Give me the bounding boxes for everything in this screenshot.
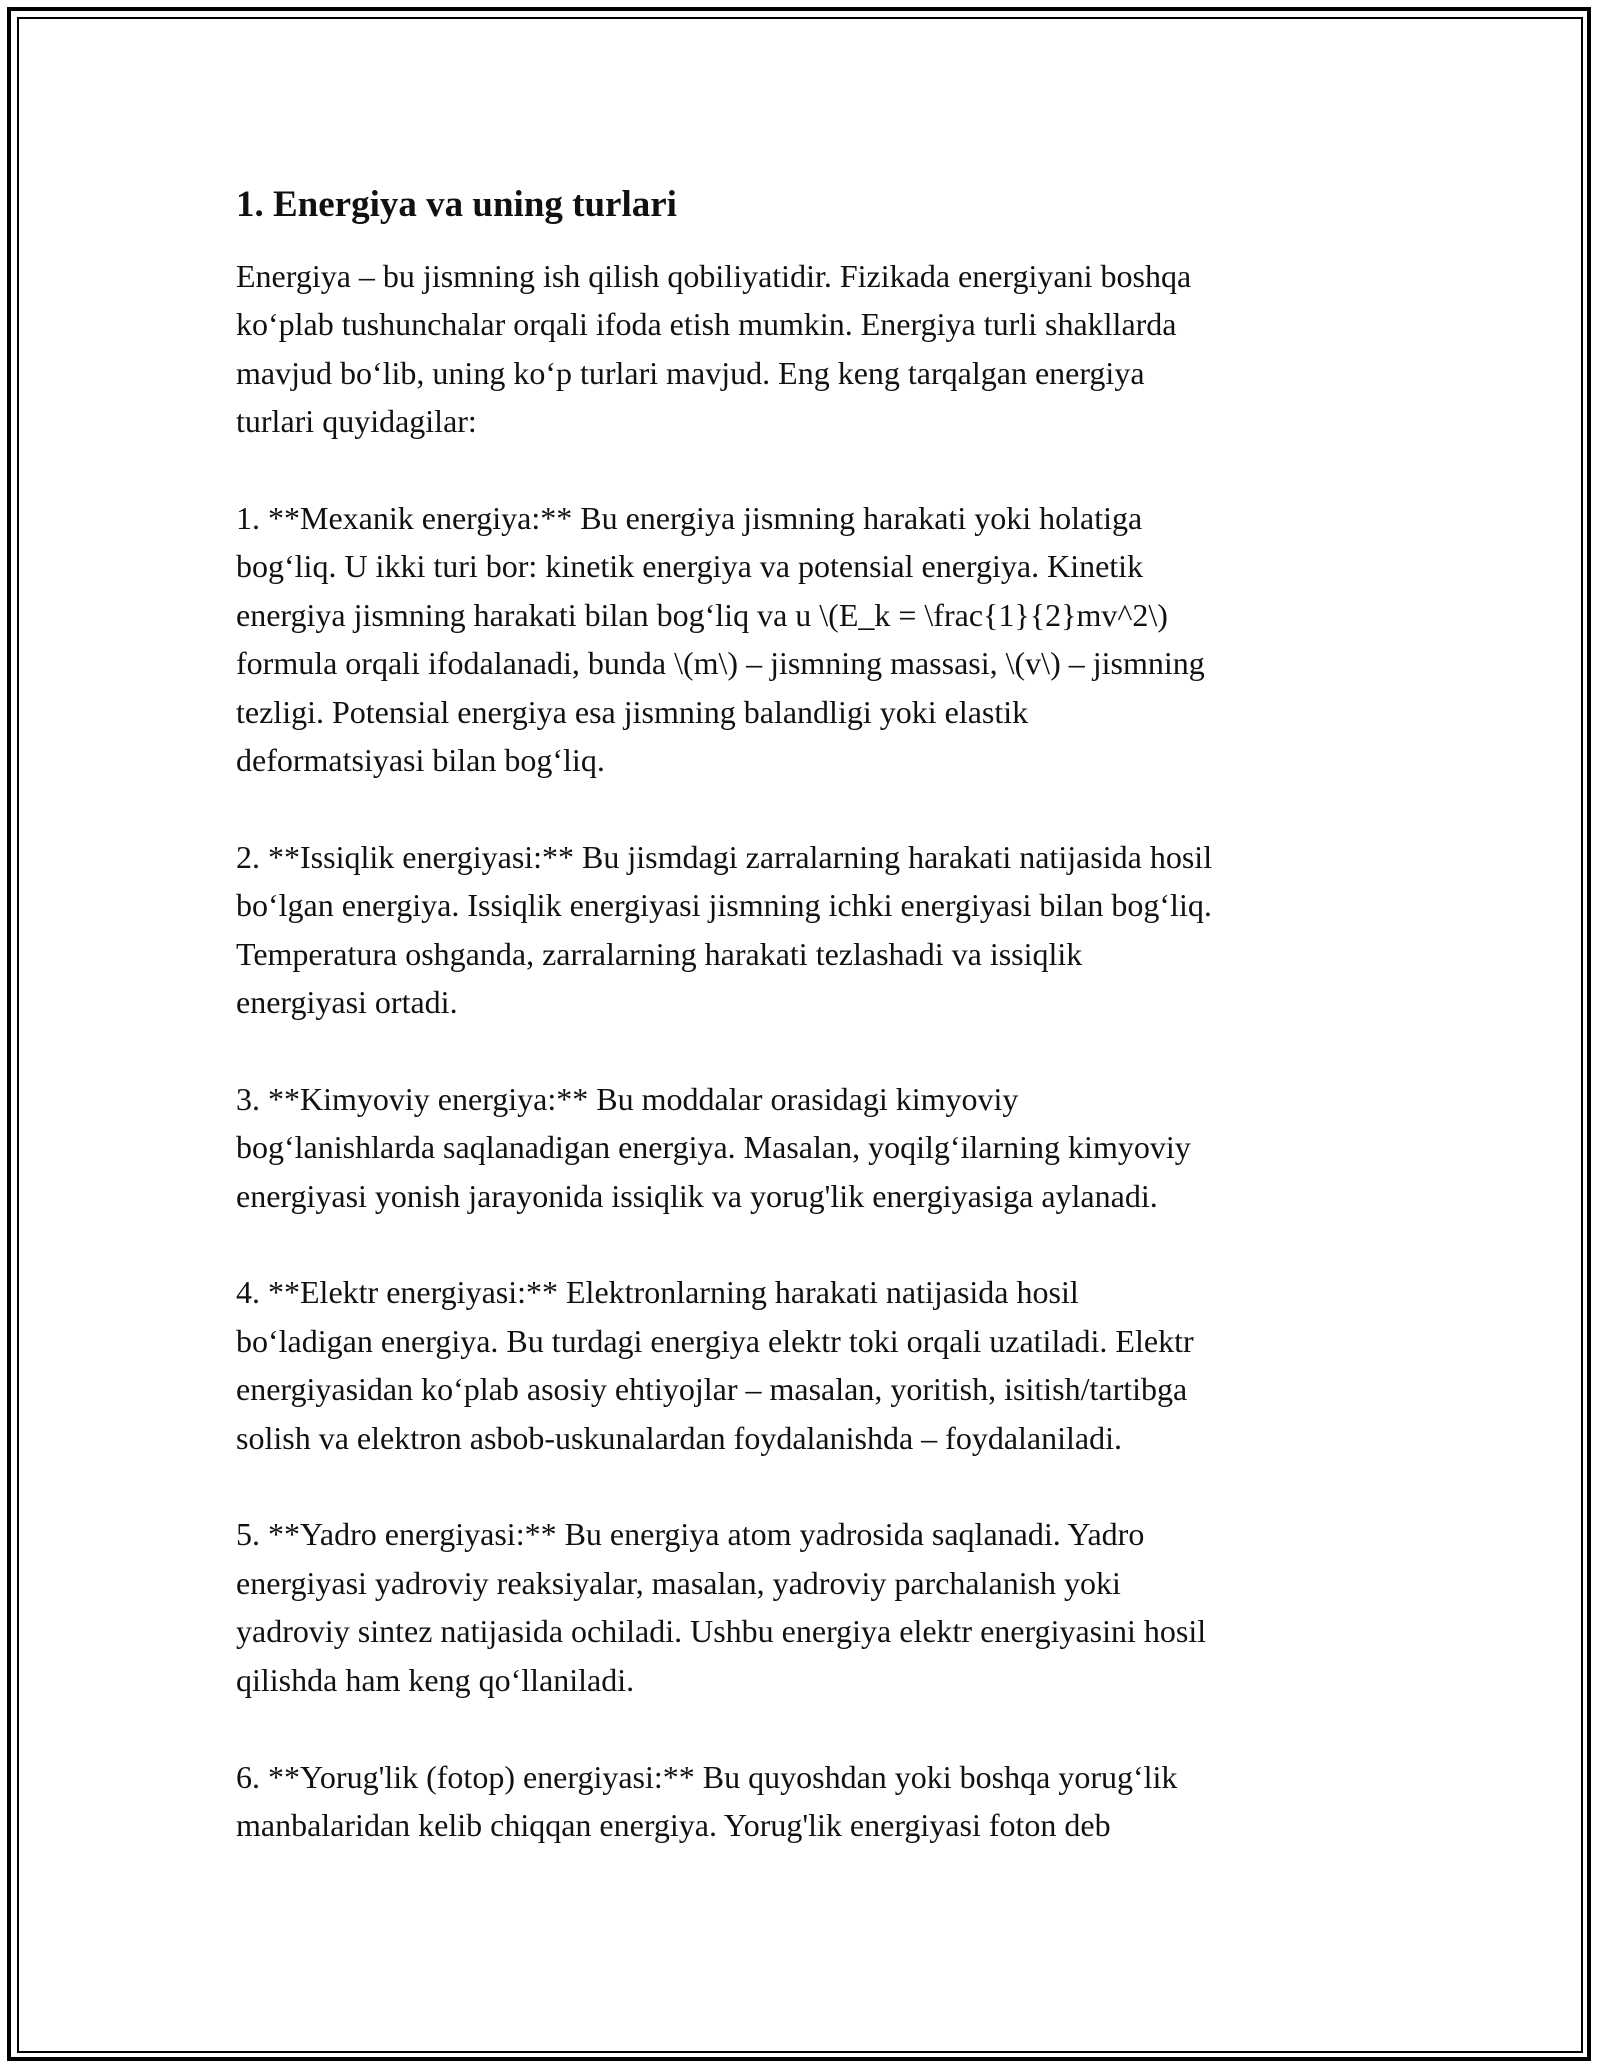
list-item-thermal-energy — [236, 833, 1366, 1027]
document-body — [236, 180, 1366, 1898]
text-line: manbalaridan kelib chiqqan energiya. Yorug'lik energiyasi foton deb — [236, 1806, 1111, 1843]
section-heading: 1. Energiya va uning turlari — [236, 184, 677, 225]
text-line: 3. **Kimyoviy energiya:** Bu moddalar orasidagi kimyoviy — [236, 1080, 1019, 1117]
list-item-mechanical-energy — [236, 494, 1366, 784]
text-line: 1. **Mexanik energiya:** Bu energiya jismning harakati yoki holatiga — [236, 500, 1143, 537]
text-line: bog‘lanishlarda saqlanadigan energiya. Masalan, yoqilg‘ilarning kimyoviy — [236, 1129, 1191, 1166]
text-line: energiyasi yonish jarayonida issiqlik va yorug'lik energiyasiga aylanadi. — [236, 1177, 1158, 1214]
text-line: Energiya – bu jismning ish qilish qobiliyatidir. Fizikada energiyani boshqa — [236, 258, 1192, 294]
text-line: solish va elektron asbob-uskunalardan foydalanishda – foydalaniladi. — [236, 1419, 1122, 1456]
list-item-chemical-energy — [236, 1075, 1366, 1220]
text-line: bo‘ladigan energiya. Bu turdagi energiya elektr toki orqali uzatiladi. Elektr — [236, 1322, 1194, 1359]
text-line: yadroviy sintez natijasida ochiladi. Ushbu energiya elektr energiyasini hosil — [236, 1613, 1207, 1650]
text-line: bog‘liq. U ikki turi bor: kinetik energiya va potensial energiya. Kinetik — [236, 548, 1144, 585]
text-line: formula orqali ifodalanadi, bunda \(m\) – jismning massasi, \(v\) – jismning — [236, 645, 1205, 682]
text-line: Temperatura oshganda, zarralarning harakati tezlashadi va issiqlik — [236, 935, 1083, 972]
intro-paragraph — [236, 252, 1366, 446]
list-item-light-energy — [236, 1753, 1366, 1850]
text-line: tezligi. Potensial energiya esa jismning balandligi yoki elastik — [236, 693, 1029, 730]
text-line: 2. **Issiqlik energiyasi:** Bu jismdagi zarralarning harakati natijasida hosil — [236, 838, 1213, 875]
text-line: qilishda ham keng qo‘llaniladi. — [236, 1661, 635, 1698]
list-item-electric-energy — [236, 1268, 1366, 1462]
text-line: 6. **Yorug'lik (fotop) energiyasi:** Bu quyoshdan yoki boshqa yorug‘lik — [236, 1758, 1178, 1795]
text-line: turlari quyidagilar: — [236, 403, 477, 440]
text-line: energiyasi ortadi. — [236, 984, 458, 1021]
text-line: energiyasi yadroviy reaksiyalar, masalan, yadroviy parchalanish yoki — [236, 1564, 1121, 1601]
text-line: energiya jismning harakati bilan bog‘liq va u \(E_k = \frac{1}{2}mv^2\) — [236, 596, 1168, 633]
text-line: bo‘lgan energiya. Issiqlik energiyasi jismning ichki energiyasi bilan bog‘liq. — [236, 887, 1212, 924]
text-line: 4. **Elektr energiyasi:** Elektronlarning harakati natijasida hosil — [236, 1274, 1079, 1311]
list-item-nuclear-energy — [236, 1510, 1366, 1704]
text-line: energiyasidan ko‘plab asosiy ehtiyojlar – masalan, yoritish, isitish/tartibga — [236, 1371, 1188, 1408]
text-line: ko‘plab tushunchalar orqali ifoda etish mumkin. Energiya turli shakllarda — [236, 306, 1177, 343]
text-line: 5. **Yadro energiyasi:** Bu energiya atom yadrosida saqlanadi. Yadro — [236, 1516, 1145, 1553]
text-line: mavjud bo‘lib, uning ko‘p turlari mavjud. Eng keng tarqalgan energiya — [236, 354, 1145, 391]
text-line: deformatsiyasi bilan bog‘liq. — [236, 742, 605, 779]
